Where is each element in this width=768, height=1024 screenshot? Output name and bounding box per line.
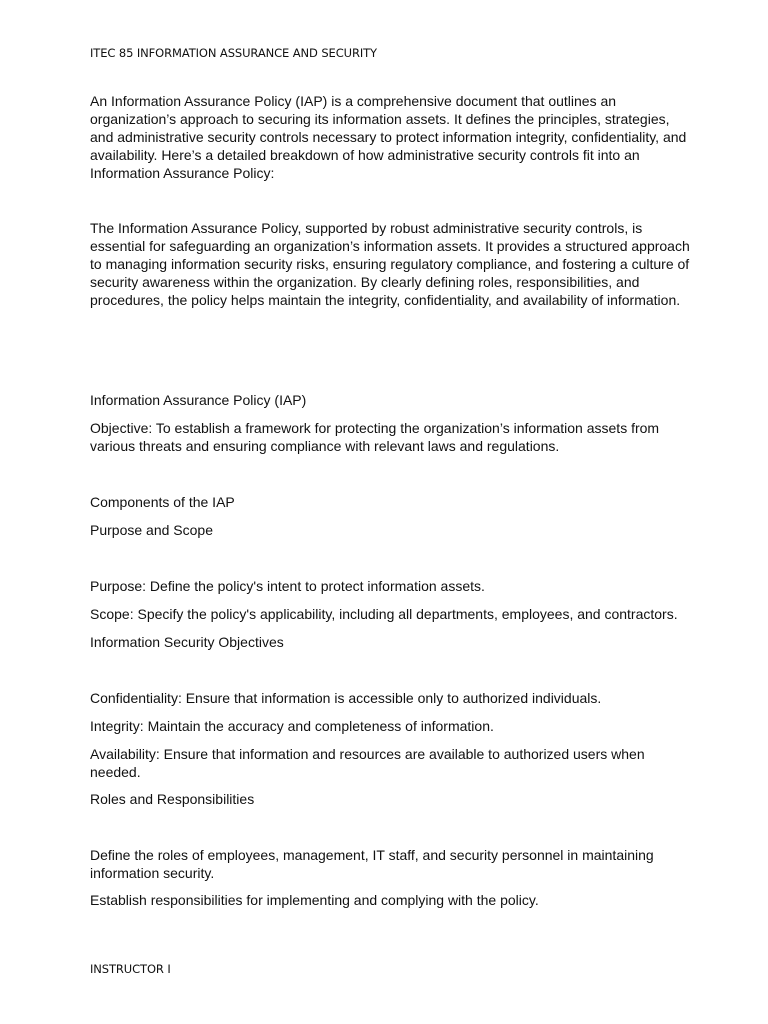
purpose-scope-heading: Purpose and Scope xyxy=(90,522,213,538)
confidentiality-line: Confidentiality: Ensure that information is accessible only to authorized individuals. xyxy=(90,690,602,706)
integrity-line: Integrity: Maintain the accuracy and completeness of information. xyxy=(90,718,494,734)
page-header: ITEC 85 INFORMATION ASSURANCE AND SECURITY xyxy=(90,46,377,60)
summary-paragraph: The Information Assurance Policy, supported by robust administrative security controls, is essential for safeguarding an organization’s information assets. It provides a structured approach to managing information security risks, ensuring regulatory compliance, and fostering a culture of security awareness within the organization. By clearly defining roles, responsibilities, and procedures, the policy helps maintain the integrity, confidentiality, and availability of information. xyxy=(90,220,690,308)
page-footer: INSTRUCTOR I xyxy=(90,962,171,976)
purpose-line: Purpose: Define the policy's intent to protect information assets. xyxy=(90,578,485,594)
objective-paragraph: Objective: To establish a framework for protecting the organization’s information assets from various threats and ensuring compliance with relevant laws and regulations. xyxy=(90,420,660,454)
roles-define-line: Define the roles of employees, management, IT staff, and security personnel in maintaining information security. xyxy=(90,847,654,881)
roles-heading: Roles and Responsibilities xyxy=(90,791,255,807)
intro-paragraph: An Information Assurance Policy (IAP) is a comprehensive document that outlines an organization’s approach to securing its information assets. It defines the principles, strategies, and administrative security controls necessary to protect information integrity, confidentiality, and availability. Here’s a detailed breakdown of how administrative security controls fit into an Information Assurance Policy: xyxy=(90,93,687,181)
availability-line: Availability: Ensure that information and resources are available to authorized users when needed. xyxy=(90,746,645,780)
roles-establish-line: Establish responsibilities for implementing and complying with the policy. xyxy=(90,892,539,908)
scope-line: Scope: Specify the policy's applicability, including all departments, employees, and contractors. xyxy=(90,606,678,622)
objectives-heading: Information Security Objectives xyxy=(90,634,284,650)
iap-heading: Information Assurance Policy (IAP) xyxy=(90,392,307,408)
components-heading: Components of the IAP xyxy=(90,494,235,510)
